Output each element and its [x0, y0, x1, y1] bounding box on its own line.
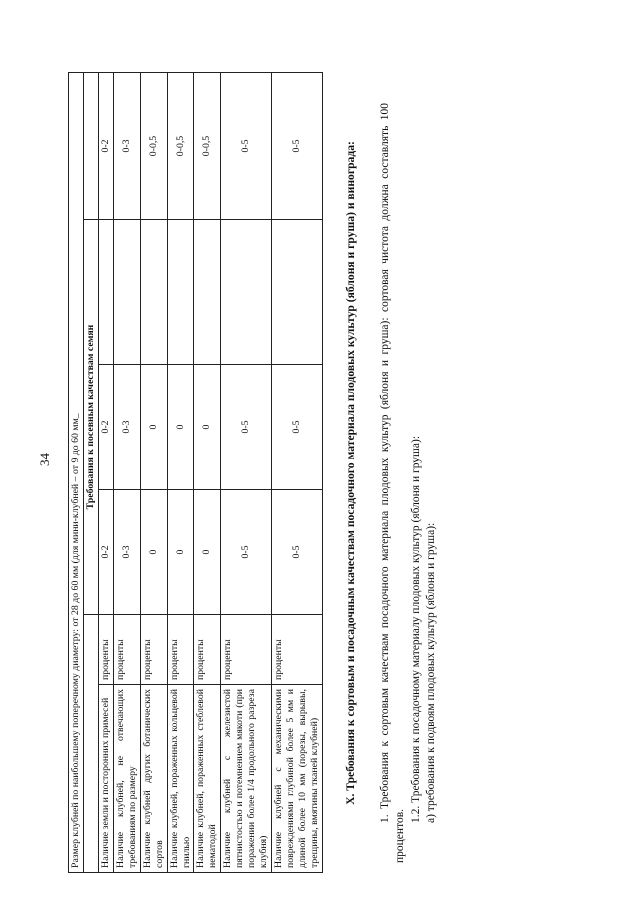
value-cell: 0-5 [272, 365, 323, 490]
section-title: Требования к посевным качествам семян [83, 220, 98, 615]
value-cell: 0-3 [113, 72, 140, 219]
table-row [140, 72, 167, 872]
value-cell: 0-2 [98, 72, 113, 219]
unit-cell: проценты [140, 615, 167, 685]
value-cell: 0 [167, 365, 194, 490]
requirement-description: Наличие клубней, пораженных кольцевой гнилью [167, 685, 194, 873]
requirement-description: Наличие земли и посторонних примесей [98, 685, 113, 873]
table-row [98, 72, 113, 872]
body-text [378, 103, 440, 863]
value-cell: 0 [140, 490, 167, 615]
empty-cell [98, 220, 113, 365]
section-row [83, 72, 98, 872]
requirements-table [68, 72, 323, 873]
value-cell: 0 [194, 490, 221, 615]
table-row [167, 72, 194, 872]
value-cell: 0-5 [221, 490, 272, 615]
table-row [113, 72, 140, 872]
value-cell: 0-5 [221, 72, 272, 219]
value-cell: 0-0,5 [140, 72, 167, 219]
rotated-page-content [68, 43, 538, 873]
size-row-text: Размер клубней по наибольшему поперечному диаметру: от 28 до 60 мм (для мини-клубней – от 9 до 60 мм_ [69, 72, 84, 872]
requirement-description: Наличие клубней с механическими повреждениями глубиной более 5 мм и длиной более 10 мм (порезы, вырывы, трещины, вмятины тканей клубней) [272, 685, 323, 873]
empty-cell [221, 220, 272, 365]
empty-cell [194, 220, 221, 365]
size-row [69, 72, 84, 872]
unit-cell: проценты [98, 615, 113, 685]
requirement-description: Наличие клубней, пораженных стеблевой нематодой [194, 685, 221, 873]
requirement-description: Наличие клубней других ботанических сортов [140, 685, 167, 873]
paragraph-2: 1.2. Требования к посадочному материалу плодовых культур (яблоня и груша): [409, 435, 422, 823]
value-cell: 0-5 [221, 365, 272, 490]
paragraph-3: а) требования к подвоям плодовых культур (яблоня и груша): [425, 522, 438, 823]
requirement-description: Наличие клубней, не отвечающих требованиям по размеру [113, 685, 140, 873]
requirement-description: Наличие клубней с железистой пятнистостью и потемнением мякоти (при поражении более 1/4 продольного разреза клубня) [221, 685, 272, 873]
section-heading: X. Требования к сортовым и посадочным качествам посадочного материала плодовых культур (яблоня и груша) и винограда: [343, 141, 357, 805]
page-number: 34 [37, 453, 52, 466]
table-row [272, 72, 323, 872]
value-cell: 0-5 [272, 490, 323, 615]
value-cell: 0-3 [113, 490, 140, 615]
value-cell: 0-0,5 [167, 72, 194, 219]
value-cell: 0 [140, 365, 167, 490]
empty-cell [140, 220, 167, 365]
value-cell: 0-2 [98, 490, 113, 615]
empty-cell [272, 220, 323, 365]
value-cell: 0-5 [272, 72, 323, 219]
unit-cell: проценты [194, 615, 221, 685]
value-cell: 0-3 [113, 365, 140, 490]
empty-cell [113, 220, 140, 365]
table-row [194, 72, 221, 872]
unit-cell: проценты [167, 615, 194, 685]
value-cell: 0 [194, 365, 221, 490]
value-cell: 0 [167, 490, 194, 615]
unit-cell: проценты [221, 615, 272, 685]
value-cell: 0-0,5 [194, 72, 221, 219]
value-cell: 0-2 [98, 365, 113, 490]
empty-cell [167, 220, 194, 365]
unit-cell: проценты [113, 615, 140, 685]
unit-cell: проценты [272, 615, 323, 685]
table-row [221, 72, 272, 872]
paragraph-1: 1. Требования к сортовым качествам посадочного материала плодовых культур (яблоня и груша): сортовая чистота должна составлять 100 процентов. [378, 103, 407, 863]
